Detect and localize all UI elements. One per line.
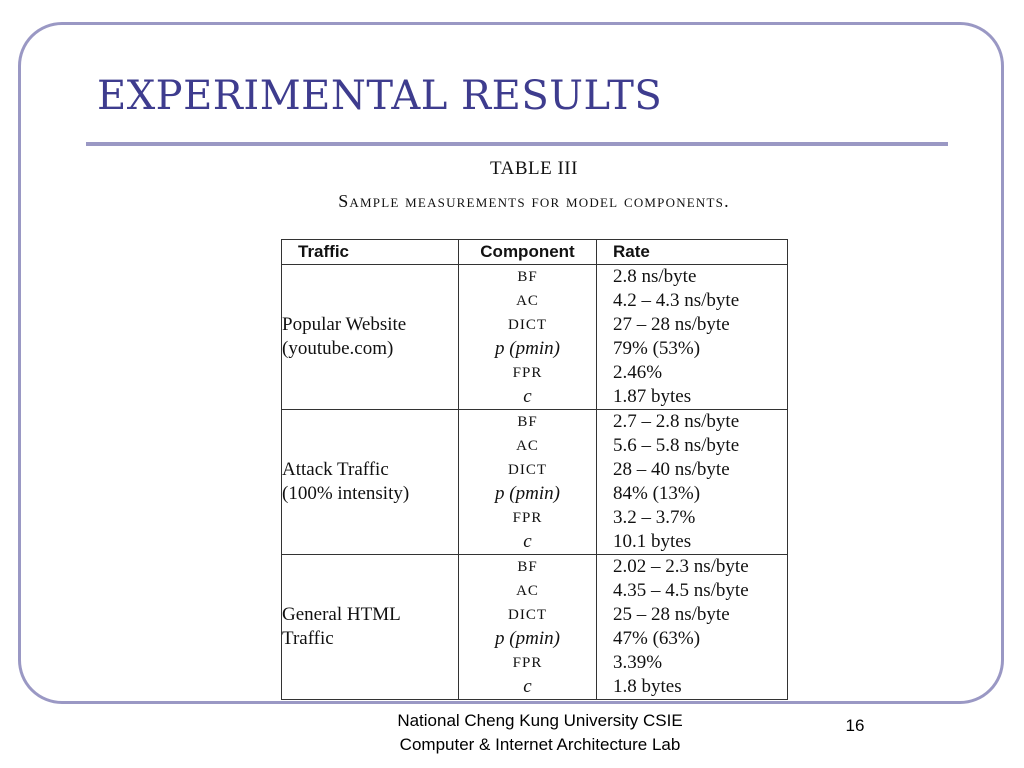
- rate-value: 10.1 bytes: [613, 531, 692, 552]
- rate-value: 2.8 ns/byte: [613, 266, 697, 287]
- component-cell: [459, 555, 597, 700]
- component-label: FPR: [512, 655, 543, 671]
- rate-value: 27 – 28 ns/byte: [613, 314, 730, 335]
- traffic-cell: [282, 410, 459, 555]
- component-label: DICT: [508, 462, 547, 478]
- component-cell: [459, 410, 597, 555]
- component-label: p (pmin): [495, 338, 560, 359]
- measurements-table: [281, 239, 788, 700]
- table-number: TABLE III: [490, 158, 578, 179]
- rate-value: 84% (13%): [613, 483, 701, 504]
- traffic-name: Attack Traffic: [282, 459, 389, 480]
- table-row: [282, 410, 788, 555]
- footer-lab: Computer & Internet Architecture Lab: [399, 735, 681, 754]
- rate-value: 2.46%: [613, 362, 663, 383]
- footer-institution: National Cheng Kung University CSIE: [397, 711, 683, 730]
- rate-value: 4.2 – 4.3 ns/byte: [613, 290, 740, 311]
- slide-title: EXPERIMENTAL RESULTS: [97, 73, 663, 119]
- table-row: [282, 555, 788, 700]
- component-label: AC: [516, 438, 539, 454]
- traffic-detail: Traffic: [282, 628, 334, 649]
- component-label: AC: [516, 293, 539, 309]
- component-label: BF: [517, 559, 538, 575]
- component-label: AC: [516, 583, 539, 599]
- component-label: p (pmin): [495, 628, 560, 649]
- rate-value: 25 – 28 ns/byte: [613, 604, 730, 625]
- slide-footer: [340, 709, 740, 757]
- rate-value: 4.35 – 4.5 ns/byte: [613, 580, 749, 601]
- traffic-cell: [282, 265, 459, 410]
- table-caption: Sample measurements for model components.: [338, 191, 730, 211]
- rate-value: 5.6 – 5.8 ns/byte: [613, 435, 740, 456]
- component-label: c: [523, 676, 532, 697]
- component-label: c: [523, 531, 532, 552]
- rate-value: 79% (53%): [613, 338, 701, 359]
- traffic-name: General HTML: [282, 604, 401, 625]
- rate-value: 28 – 40 ns/byte: [613, 459, 730, 480]
- rate-cell: [597, 555, 788, 700]
- traffic-detail: (youtube.com): [282, 338, 394, 359]
- table-header-row: [282, 240, 788, 265]
- component-cell: [459, 265, 597, 410]
- rate-value: 47% (63%): [613, 628, 701, 649]
- title-underline: [86, 142, 948, 146]
- rate-cell: [597, 410, 788, 555]
- rate-value: 3.2 – 3.7%: [613, 507, 696, 528]
- component-label: p (pmin): [495, 483, 560, 504]
- component-label: FPR: [512, 365, 543, 381]
- traffic-detail: (100% intensity): [282, 483, 410, 504]
- rate-value: 2.7 – 2.8 ns/byte: [613, 411, 740, 432]
- component-label: BF: [517, 269, 538, 285]
- header-component: Component: [459, 240, 597, 265]
- rate-value: 1.8 bytes: [613, 676, 682, 697]
- traffic-name: Popular Website: [282, 314, 407, 335]
- component-label: DICT: [508, 317, 547, 333]
- rate-value: 2.02 – 2.3 ns/byte: [613, 556, 749, 577]
- page-number: 16: [845, 716, 865, 735]
- header-rate: Rate: [597, 240, 788, 265]
- component-label: DICT: [508, 607, 547, 623]
- rate-value: 1.87 bytes: [613, 386, 692, 407]
- rate-value: 3.39%: [613, 652, 663, 673]
- component-label: c: [523, 386, 532, 407]
- component-label: FPR: [512, 510, 543, 526]
- table-row: [282, 265, 788, 410]
- header-traffic: Traffic: [282, 240, 459, 265]
- traffic-cell: [282, 555, 459, 700]
- rate-cell: [597, 265, 788, 410]
- component-label: BF: [517, 414, 538, 430]
